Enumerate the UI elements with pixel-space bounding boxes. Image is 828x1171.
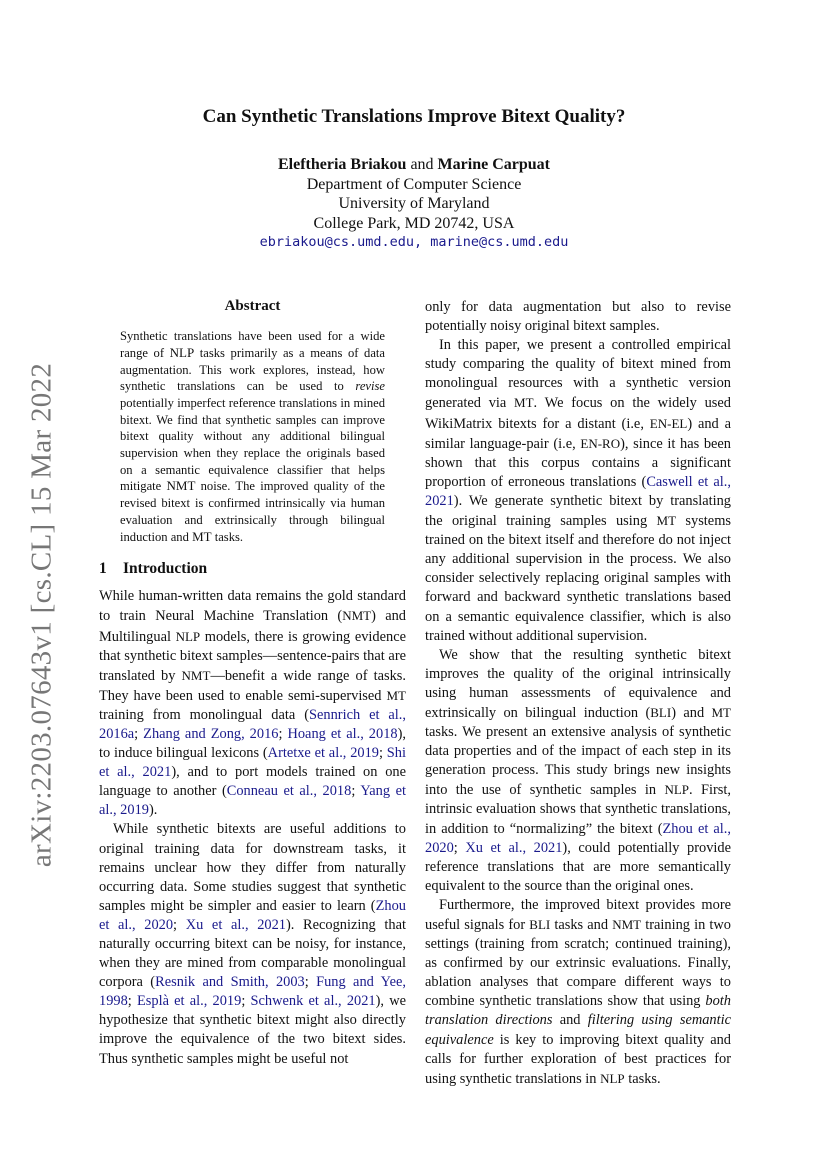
citation-link[interactable]: Shi et al., 2021 bbox=[99, 745, 406, 781]
abstract-text: Synthetic translations have been used for a wide range of NLP tasks primarily as a means of data augmentation. This work explores, instead, how synthetic translations can be used to revise potentially imperfect reference translations in mined bitext. We find that synthetic samples can improve bitext quality without any additional bilingual supervision when they replace the originals based on a semantic equivalence classifier that helps mitigate NMT noise. The improved quality of the revised bitext is confirmed intrinsically via human evaluation and extrinsically through bilingual induction and MT tasks. bbox=[120, 329, 386, 544]
intro-paragraph-2-continued: only for data augmentation but also to revise potentially noisy original bitext samples. bbox=[425, 299, 731, 335]
citation-link[interactable]: Sennrich et al., 2016a bbox=[99, 706, 406, 742]
abstract-heading: Abstract bbox=[224, 298, 281, 314]
citation-link[interactable]: Fung and Yee, 1998 bbox=[99, 974, 406, 1010]
intro-paragraph-2: While synthetic bitexts are useful additions to original training data for downstream tasks, it remains unclear how they differ from naturally occurring data. Some studies suggest that synthetic samples might be simpler and easier to learn (Zhou et al., 2020; Xu et al., 2021). Recognizing that naturally occurring bitext can be noisy, for instance, when they are mined from comparable monolingual corpora (Resnik and Smith, 2003; Fung and Yee, 1998; Esplà et al., 2019; Schwenk et al., 2021), we hypothesize that synthetic bitext might also directly improve the equivalence of the two bitext sides. Thus synthetic samples might be useful not bbox=[99, 821, 406, 1067]
intro-paragraph-1: While human-written data remains the gold standard to train Neural Machine Translation (NMT) and Multilingual NLP models, there is growing evidence that synthetic bitext samples—sentence-pairs that are translated by NMT—benefit a wide range of tasks. They have been used to enable semi-supervised MT training from monolingual data (Sennrich et al., 2016a; Zhang and Zong, 2016; Hoang et al., 2018), to induce bilingual lexicons (Artetxe et al., 2019; Shi et al., 2021), and to port models trained on one language to another (Conneau et al., 2018; Yang et al., 2019). bbox=[99, 588, 407, 819]
citation-link[interactable]: Hoang et al., 2018 bbox=[287, 725, 398, 742]
citation-link[interactable]: Xu et al., 2021 bbox=[185, 916, 286, 933]
author-department: Department of Computer Science bbox=[306, 175, 522, 193]
right-column bbox=[425, 298, 731, 1089]
section-heading-introduction bbox=[99, 559, 406, 578]
author-name-1: Eleftheria Briakou bbox=[278, 156, 407, 173]
author-name-2: Marine Carpuat bbox=[437, 156, 550, 173]
citation-link[interactable]: Zhang and Zong, 2016 bbox=[143, 725, 279, 742]
citation-link[interactable]: Xu et al., 2021 bbox=[465, 839, 563, 856]
citation-link[interactable]: Zhou et al., 2020 bbox=[425, 820, 732, 856]
citation-link[interactable]: Artetxe et al., 2019 bbox=[267, 745, 379, 762]
left-column bbox=[99, 297, 406, 1069]
citation-link[interactable]: Caswell et al., 2021 bbox=[425, 473, 731, 509]
section-title: Introduction bbox=[123, 560, 208, 578]
paper-title: Can Synthetic Translations Improve Bitext Quality? bbox=[202, 106, 626, 127]
author-emails: ebriakou@cs.umd.edu, marine@cs.umd.edu bbox=[259, 234, 569, 250]
author-university: University of Maryland bbox=[338, 195, 490, 212]
author-address: College Park, MD 20742, USA bbox=[313, 214, 515, 232]
author-conjunction: and bbox=[410, 156, 434, 173]
arxiv-identifier: arXiv:2203.07643v1 [cs.CL] 15 Mar 2022 bbox=[25, 362, 58, 868]
intro-paragraph-3: In this paper, we present a controlled empirical study comparing the quality of bitext mined from monolingual resources with a synthetic version generated via MT. We focus on the widely used WikiMatrix bitexts for a distant (i.e, EN-EL) and a similar language-pair (i.e, EN-RO), since it has been shown that this corpus contains a significant proportion of erroneous translations (Caswell et al., 2021). We generate synthetic bitext by translating the original training samples using MT systems trained on the bitext itself and therefore do not inject any additional supervision in the process. We also consider selectively replacing original samples with forward and backward synthetic translations based on a semantic equivalence classifier, which is also trained without additional supervision. bbox=[425, 337, 731, 644]
citation-link[interactable]: Resnik and Smith, 2003 bbox=[155, 974, 305, 991]
section-number: 1 bbox=[99, 560, 107, 578]
citation-link[interactable]: Schwenk et al., 2021 bbox=[250, 993, 376, 1010]
author-block bbox=[0, 155, 828, 253]
intro-paragraph-4: We show that the resulting synthetic bitext improves the quality of the original intrinsically using human assessments of equivalence and extrinsically on bilingual induction (BLI) and MT tasks. We present an extensive analysis of synthetic data properties and of the impact of each step in its generation process. This study brings new insights into the use of synthetic samples in NLP. First, intrinsic evaluation shows that synthetic translations, in addition to “normalizing” the bitext (Zhou et al., 2020; Xu et al., 2021), could potentially provide reference translations that are more semantically equivalent to the source than the original ones. bbox=[425, 646, 732, 894]
citation-link[interactable]: Yang et al., 2019 bbox=[99, 783, 407, 819]
arxiv-identifier-sidebar bbox=[22, 362, 62, 868]
citation-link[interactable]: Zhou et al., 2020 bbox=[99, 897, 406, 933]
author-names bbox=[0, 155, 828, 175]
citation-link[interactable]: Conneau et al., 2018 bbox=[226, 783, 352, 800]
citation-link[interactable]: Esplà et al., 2019 bbox=[136, 993, 242, 1010]
intro-paragraph-5: Furthermore, the improved bitext provides more useful signals for BLI tasks and NMT training in two settings (training from scratch; continued training), as confirmed by our extrinsic evaluations. Finally, ablation analyses that compare different ways to combine synthetic translations show that using both translation directions and filtering using semantic equivalence is key to improving bitext quality and calls for further exploration of best practices for using synthetic translations in NLP tasks. bbox=[425, 896, 731, 1087]
